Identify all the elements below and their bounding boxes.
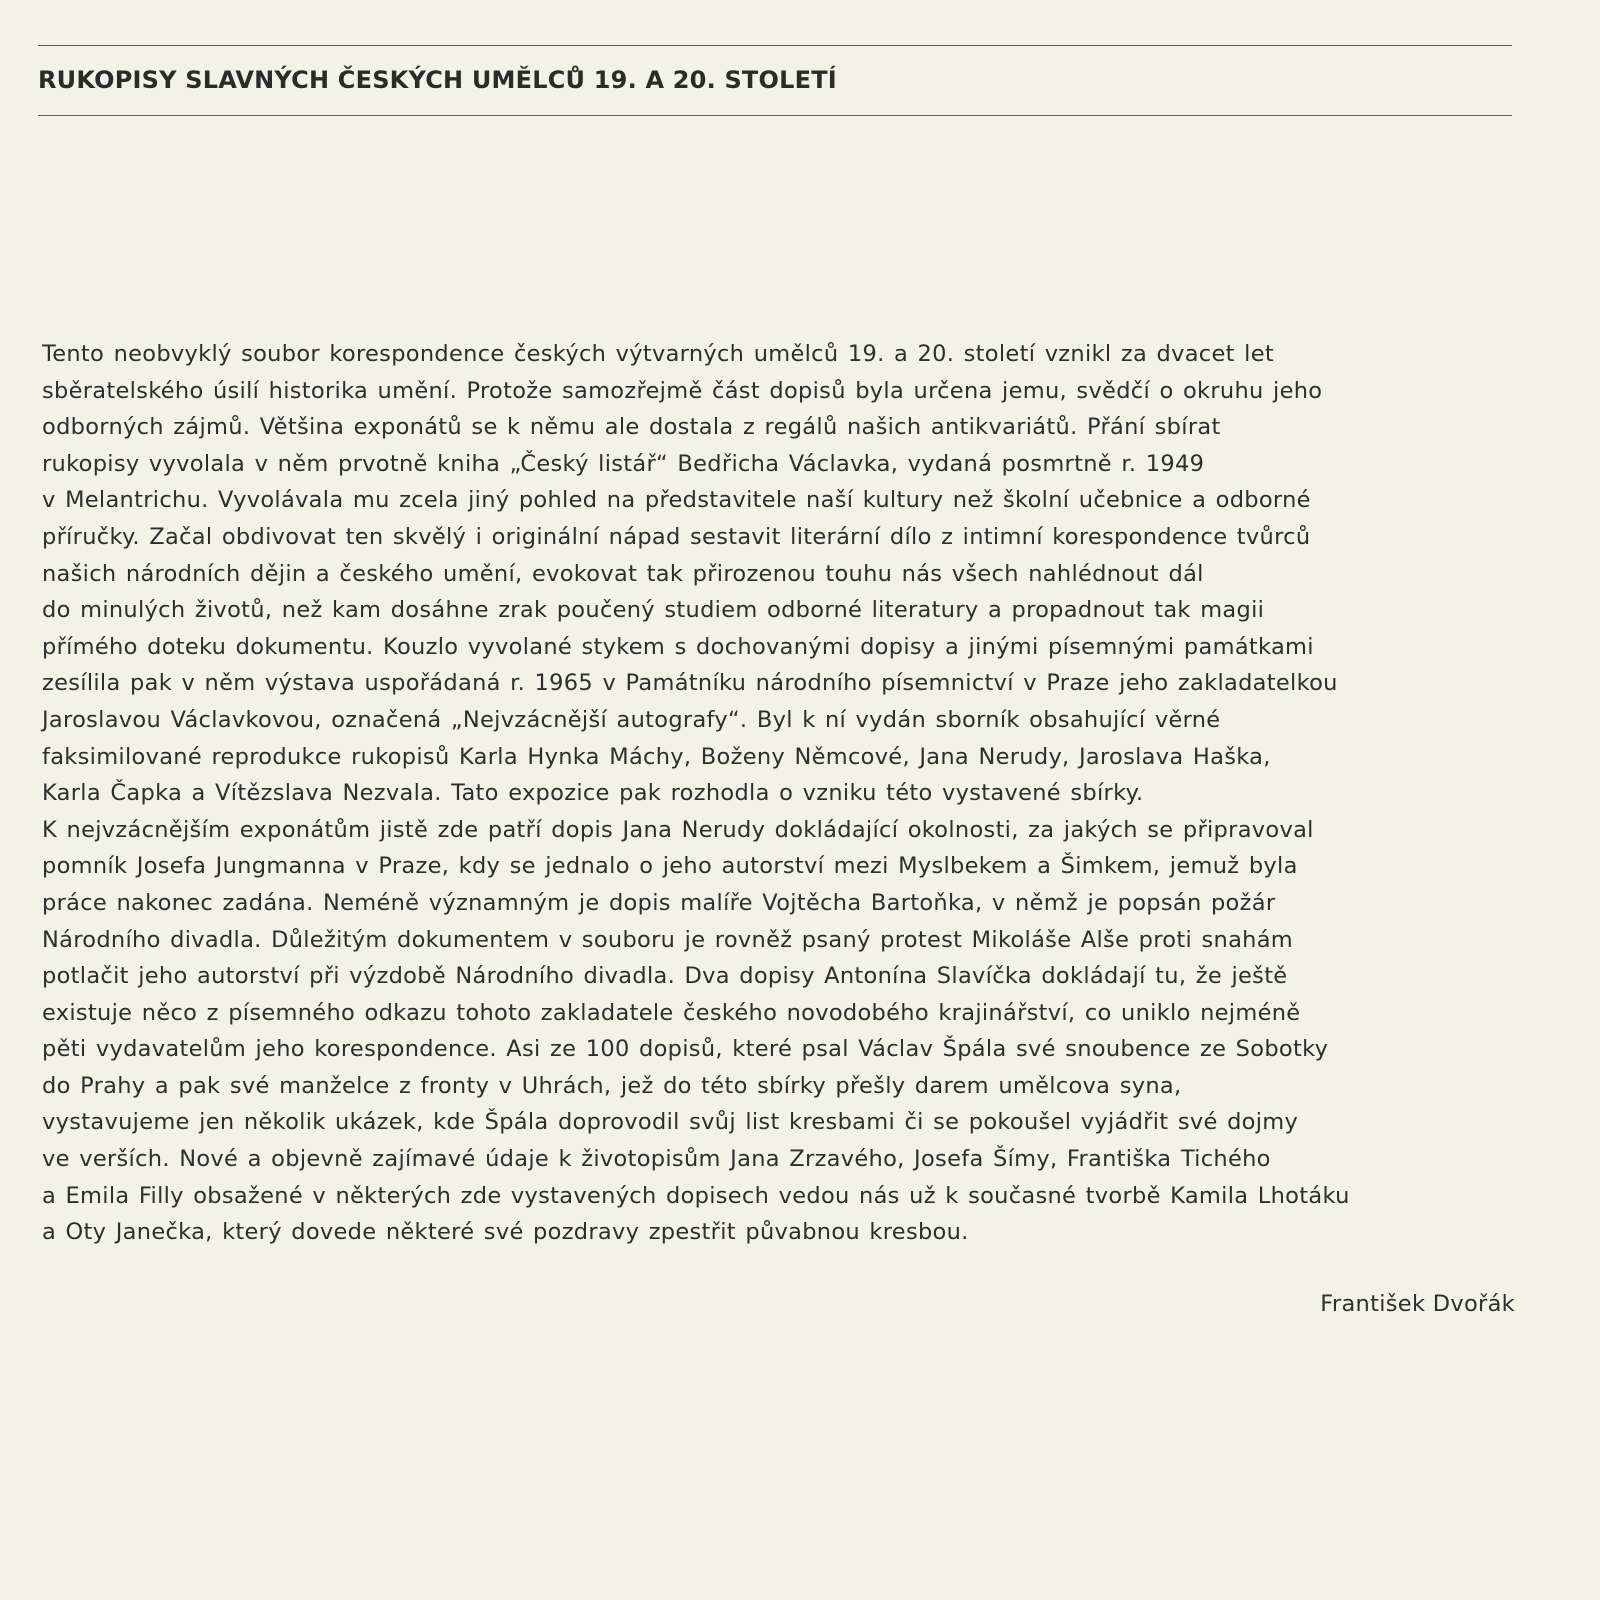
text-line: práce nakonec zadána. Neméně významným je dopis malíře Vojtěcha Bartoňka, v němž je popsán požár — [42, 889, 1276, 916]
bottom-rule — [38, 115, 1512, 116]
body-paragraph — [42, 336, 1512, 1251]
text-line: sběratelského úsilí historika umění. Protože samozřejmě část dopisů byla určena jemu, svědčí o okruhu jeho — [42, 377, 1323, 404]
text-line: odborných zájmů. Většina exponátů se k němu ale dostala z regálů našich antikvariátů. Přání sbírat — [42, 414, 1221, 441]
text-line: K nejvzácnějším exponátům jistě zde patří dopis Jana Nerudy dokládající okolnosti, za jakých se připravoval — [42, 816, 1314, 843]
text-line: zesílila pak v něm výstava uspořádaná r. 1965 v Památníku národního písemnictví v Praze jeho zakladatelkou — [42, 670, 1338, 697]
text-line: rukopisy vyvolala v něm prvotně kniha „Český listář“ Bedřicha Václavka, vydaná posmrtně r. 1949 — [42, 450, 1205, 477]
author-signature: František Dvořák — [1320, 1291, 1515, 1317]
text-line: do Prahy a pak své manželce z fronty v Uhrách, jež do této sbírky přešly darem umělcova syna, — [42, 1072, 1182, 1099]
page-title: RUKOPISY SLAVNÝCH ČESKÝCH UMĚLCŮ 19. A 20. STOLETÍ — [38, 66, 837, 94]
text-line: a Oty Janečka, který dovede některé své pozdravy zpestřit půvabnou kresbou. — [42, 1219, 969, 1246]
text-line: Národního divadla. Důležitým dokumentem v souboru je rovněž psaný protest Mikoláše Alše proti snahám — [42, 926, 1294, 953]
text-line: v Melantrichu. Vyvolávala mu zcela jiný pohled na představitele naší kultury než školní učebnice a odborné — [42, 487, 1311, 514]
text-line: pěti vydavatelům jeho korespondence. Asi ze 100 dopisů, které psal Václav Špála své snoubence ze Sobotky — [42, 1036, 1329, 1063]
text-line: existuje něco z písemného odkazu tohoto zakladatele českého novodobého krajinářství, co uniklo nejméně — [42, 999, 1301, 1026]
text-line: potlačit jeho autorství při výzdobě Národního divadla. Dva dopisy Antonína Slavíčka dokládají tu, že ještě — [42, 963, 1288, 990]
text-line: Tento neobvyklý soubor korespondence českých výtvarných umělců 19. a 20. století vznikl za dvacet let — [42, 341, 1275, 367]
text-line: vystavujeme jen několik ukázek, kde Špála doprovodil svůj list kresbami či se pokoušel vyjádřit své dojmy — [42, 1109, 1299, 1136]
text-line: našich národních dějin a českého umění, evokovat tak přirozenou touhu nás všech nahlédnout dál — [42, 560, 1204, 587]
text-line: pomník Josefa Jungmanna v Praze, kdy se jednalo o jeho autorství mezi Myslbekem a Šimkem, jemuž byla — [42, 853, 1298, 880]
text-line: přímého doteku dokumentu. Kouzlo vyvolané stykem s dochovanými dopisy a jinými písemnými památkami — [42, 633, 1314, 660]
text-line: příručky. Začal obdivovat ten skvělý i originální nápad sestavit literární dílo z intimní korespondence tvůrců — [42, 523, 1311, 550]
top-rule — [38, 45, 1512, 46]
text-line: a Emila Filly obsažené v některých zde vystavených dopisech vedou nás už k současné tvorbě Kamila Lhotáku — [42, 1182, 1350, 1209]
text-line: faksimilované reprodukce rukopisů Karla Hynka Máchy, Boženy Němcové, Jana Nerudy, Jaroslava Haška, — [42, 743, 1271, 770]
text-line: Karla Čapka a Vítězslava Nezvala. Tato expozice pak rozhodla o vzniku této vystavené sbírky. — [42, 780, 1144, 807]
text-line: do minulých životů, než kam dosáhne zrak poučený studiem odborné literatury a propadnout tak magii — [42, 597, 1265, 624]
text-line: Jaroslavou Václavkovou, označená „Nejvzácnější autografy“. Byl k ní vydán sborník obsahující věrné — [42, 706, 1221, 733]
text-line: ve verších. Nové a objevně zajímavé údaje k životopisům Jana Zrzavého, Josefa Šímy, Františka Tichého — [42, 1146, 1271, 1173]
